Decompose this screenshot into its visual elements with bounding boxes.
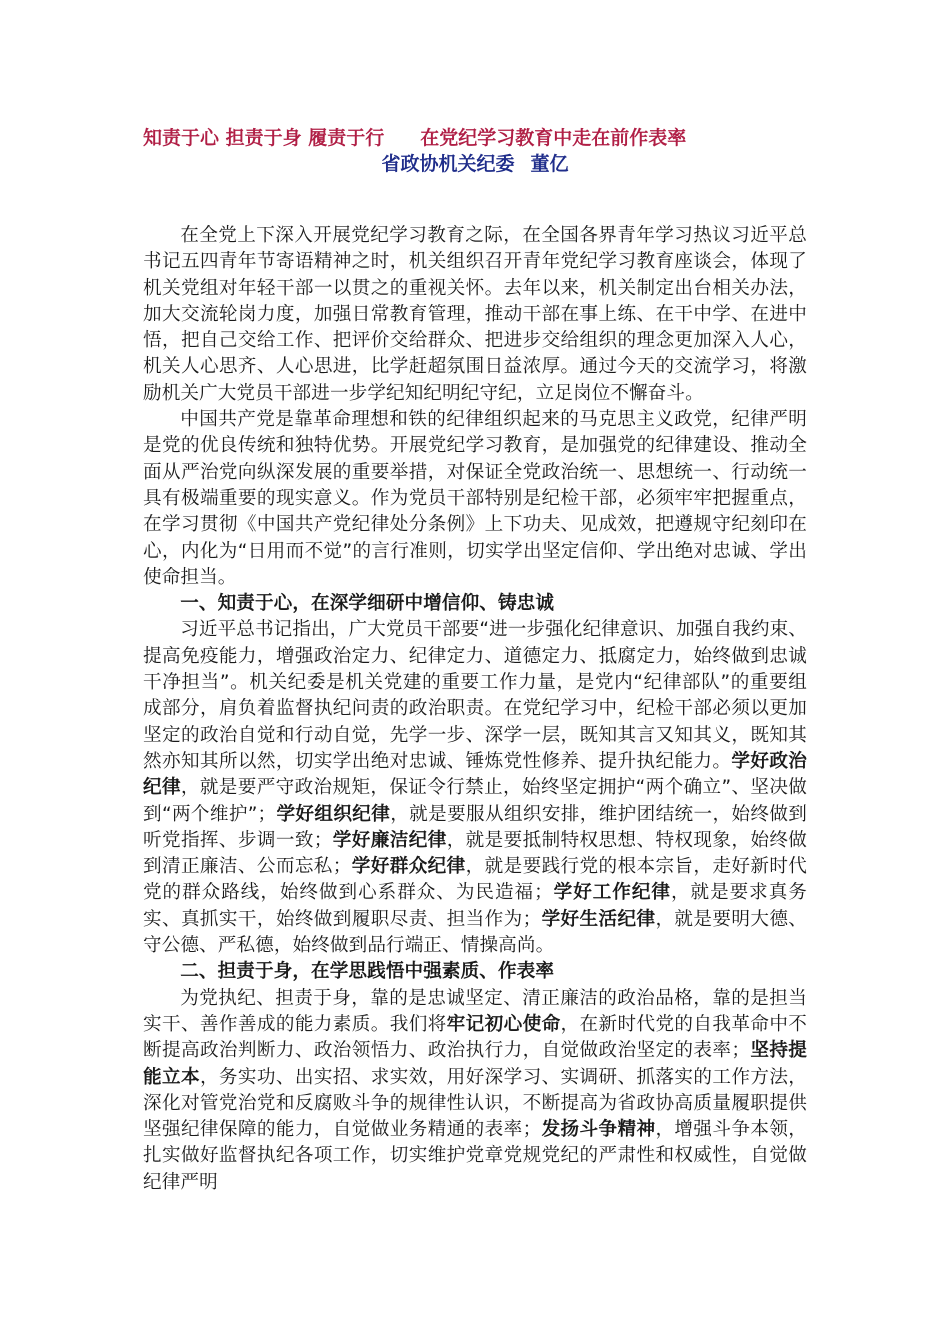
text-run: 为党执纪、担责于身，靠的是忠诚坚定、清正廉洁的政治品格，靠的是担当实干、善作善成的能力素质。我们将 (143, 987, 807, 1035)
text-run: ，就是要抵制特权思想、特权现象，始终做到清正廉洁、公而忘私； (143, 829, 807, 878)
title-part-2: 在党纪学习教育中走在前作表率 (420, 127, 687, 149)
text-run: ，在新时代党的自我革命中不断提高政治判断力、政治领悟力、政治执行力，自觉做政治坚定的表率； (143, 1013, 807, 1062)
text-run: ，就是要践行党的根本宗旨，走好新时代党的群众路线，始终做到心系群众、为民造福； (143, 856, 807, 904)
document-author (0, 150, 950, 178)
bold-term: 学好工作纪律 (552, 882, 671, 904)
text-run: ，务实功、出实招、求实效，用好深学习、实调研、抓落实的工作方法，深化对管党治党和反腐败斗争的规律性认识，不断提高为省政协高质量履职提供坚强纪律保障的能力，自觉做业务精通的表率； (143, 1066, 808, 1141)
section-heading-1: 一、知责于心，在深学细研中增信仰、铸忠诚 (180, 593, 555, 615)
text-run: 习近平总书记指出，广大党员干部要“进一步强化纪律意识、加强自我约束、提高免疫能力，增强政治定力、纪律定力、道德定力、抵腐定力，始终做到忠诚干净担当”。机关纪委是机关党建的重要工作力量，是党内“纪律部队”的重要组成部分，肩负着监督执纪问责的政治职责。在党纪学习中，纪检干部必须以更加坚定的政治自觉和行动自觉，先学一步、深学一层，既知其言又知其义，既知其然亦知其所以然，切实学出绝对忠诚、锤炼党性修养、提升执纪能力。 (143, 619, 807, 772)
title-part-1: 知责于心 担责于身 履责于行 (143, 127, 385, 149)
bold-term: 学好生活纪律 (541, 908, 656, 930)
document-title (143, 124, 843, 152)
bold-term: 牢记初心使命 (446, 1013, 561, 1035)
document-body (143, 223, 807, 1196)
text-run: ，就是要服从组织安排，维护团结统一，始终做到听党指挥、步调一致； (143, 803, 807, 851)
bold-term: 发扬斗争精神 (541, 1119, 656, 1141)
paragraph-section-2 (143, 986, 807, 1196)
bold-term: 学好廉洁纪律 (332, 829, 447, 851)
paragraph-section-1 (143, 617, 807, 959)
bold-term: 学好组织纪律 (276, 803, 391, 825)
text-run: ，就是要求真务实、真抓实干，始终做到履职尽责、担当作为； (143, 882, 807, 930)
paragraph-intro: 在全党上下深入开展党纪学习教育之际，在全国各界青年学习热议习近平总书记五四青年节寄语精神之时，机关组织召开青年党纪学习教育座谈会，体现了机关党组对年轻干部一以贯之的重视关怀。去年以来，机关制定出台相关办法，加大交流轮岗力度，加强日常教育管理，推动干部在事上练、在干中学、在进中悟，把自己交给工作、把评价交给群众、把进步交给组织的理念更加深入人心，机关人心思齐、人心思进，比学赶超氛围日益浓厚。通过今天的交流学习，将激励机关广大党员干部进一步学纪知纪明纪守纪，立足岗位不懈奋斗。 (143, 225, 807, 404)
bold-term: 学好政治纪律 (143, 750, 807, 799)
section-heading-2: 二、担责于身，在学思践悟中强素质、作表率 (180, 961, 555, 983)
text-run: ，就是要严守政治规矩，保证令行禁止，始终坚定拥护“两个确立”、坚决做到“两个维护”； (143, 777, 807, 825)
text-run: ，就是要明大德、守公德、严私德，始终做到品行端正、情操高尚。 (143, 908, 807, 957)
bold-term: 坚持提能立本 (143, 1040, 808, 1088)
author-name: 董亿 (530, 153, 569, 175)
author-org: 省政协机关纪委 (381, 153, 515, 175)
text-run: ，增强斗争本领，扎实做好监督执纪各项工作，切实维护党章党规党纪的严肃性和权威性，自觉做纪律严明 (143, 1119, 807, 1193)
bold-term: 学好群众纪律 (351, 856, 466, 878)
paragraph-background: 中国共产党是靠革命理想和铁的纪律组织起来的马克思主义政党，纪律严明是党的优良传统和独特优势。开展党纪学习教育，是加强党的纪律建设、推动全面从严治党向纵深发展的重要举措，对保证全党政治统一、思想统一、行动统一具有极端重要的现实意义。作为党员干部特别是纪检干部，必须牢牢把握重点，在学习贯彻《中国共产党纪律处分条例》上下功夫、见成效，把遵规守纪刻印在心，内化为“日用而不觉”的言行准则，切实学出坚定信仰、学出绝对忠诚、学出使命担当。 (143, 409, 807, 588)
